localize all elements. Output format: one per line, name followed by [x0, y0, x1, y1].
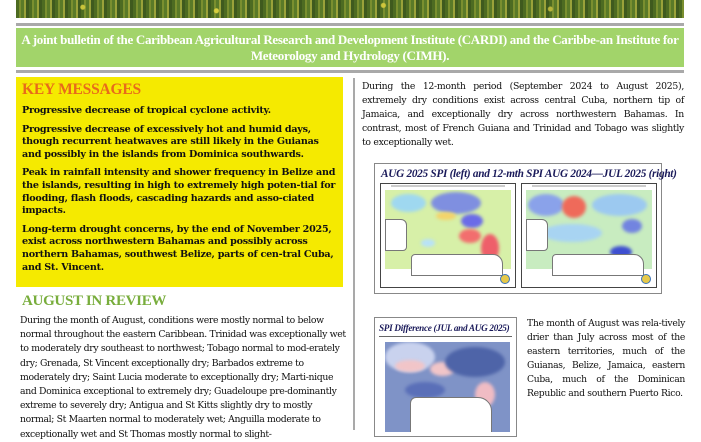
- top-divider: [16, 23, 684, 26]
- wetter-area: [405, 382, 445, 398]
- key-message-item: Long-term drought concerns, by the end of November 2025, exist across northwestern Bahamas and possibly across northern Bahamas, southwest Belize, parts of cen-tral Cuba, and St. Vincent.: [22, 223, 334, 273]
- twelve-month-spi-map: [521, 183, 657, 288]
- twelve-month-summary: During the 12-month period (September 2024 to August 2025), extremely dry conditions exist across central Cuba, northern tip of Jamaica, and exceptionally dry across northwestern Bahamas. In contrast, most of French Guiana and Trinidad and Tobago was slightly to exceptionally wet.: [362, 81, 684, 148]
- joint-bulletin-band: A joint bulletin of the Caribbean Agricultural Research and Development Institute (CARDI) and the Caribbe-an Institute for Meteorology and Hydrology (CIMH).: [16, 28, 684, 67]
- header-photo-banner: [16, 0, 684, 18]
- spi-maps-figure: [374, 163, 677, 294]
- spi-difference-figure: [374, 317, 517, 437]
- key-message-item: Peak in rainfall intensity and shower frequency in Belize and the islands, resulting in high to extremely high poten-tial for flooding, flash floods, cascading hazards and asso-ciated impacts.: [22, 167, 336, 217]
- spi-wet-area: [622, 219, 642, 233]
- aug-2025-spi-map: [380, 183, 516, 288]
- map-caption: [532, 185, 646, 187]
- spi-moist-area: [592, 194, 647, 216]
- key-message-item: Progressive decrease of excessively hot and humid days, though recurrent heatwaves are still likely in the Guianas and possibly in the islands from Dominica southwards.: [22, 123, 319, 160]
- map-caption: [391, 185, 505, 187]
- south-america-land: [410, 397, 492, 432]
- wetter-area: [445, 347, 505, 377]
- spi-moist-area: [421, 239, 435, 247]
- central-america-land: [385, 219, 407, 251]
- spi-difference-title: SPI Difference (JUL and AUG 2025): [379, 323, 510, 333]
- spi-moist-area: [542, 224, 602, 242]
- spi-wet-area: [528, 194, 564, 216]
- key-message-item: Progressive decrease of tropical cyclone activity.: [22, 105, 271, 116]
- south-america-land: [411, 254, 503, 276]
- spi-difference-map: [385, 342, 510, 432]
- august-vs-july-text: The month of August was rela-tively drier than July across most of the eastern territories, much of the Guianas, Belize, Jamaica, eastern Cuba, much of the Dominican Republic and southern Puerto Rico.: [527, 318, 685, 399]
- key-messages-title: KEY MESSAGES: [22, 81, 141, 98]
- august-review-text: During the month of August, conditions were mostly normal to below normal throughout the eastern Caribbean. Trinidad was exceptionally wet to moderately dry southeast to northwest; Tobago normal to mod-erately dry; Grenada, St Vincent exceptionally dry; Barbados extreme to moderately dry; Saint Lucia moderate to exceptionally dry; Marti-nique and Dominica exceptional to extremely dry; Guadeloupe pre-dominantly extreme to severely dry; Antigua and St Kitts slightly dry to mostly normal; St Maarten normal to moderately wet; Anguilla moderate to exceptionally wet and St Thomas mostly normal to slight-: [20, 315, 346, 440]
- cimh-logo: [641, 274, 651, 284]
- spi-moderate-dry: [436, 212, 456, 220]
- spi-dry-area: [459, 229, 481, 243]
- drier-area: [395, 360, 425, 372]
- south-america-land: [552, 254, 644, 276]
- key-messages-box: [16, 77, 343, 287]
- august-review-title: AUGUST IN REVIEW: [22, 293, 167, 309]
- spi-maps-title: AUG 2025 SPI (left) and 12-mth SPI AUG 2024—JUL 2025 (right): [381, 168, 677, 180]
- spi-wet-area: [461, 214, 483, 228]
- header-bottom-divider: [16, 70, 684, 73]
- central-america-land: [526, 219, 548, 251]
- column-divider: [353, 78, 355, 430]
- cimh-logo: [500, 274, 510, 284]
- spi-dry-area: [562, 196, 586, 218]
- spi-moist-area: [391, 194, 426, 212]
- spi-wet-area: [431, 192, 481, 214]
- title-underline: [379, 336, 512, 337]
